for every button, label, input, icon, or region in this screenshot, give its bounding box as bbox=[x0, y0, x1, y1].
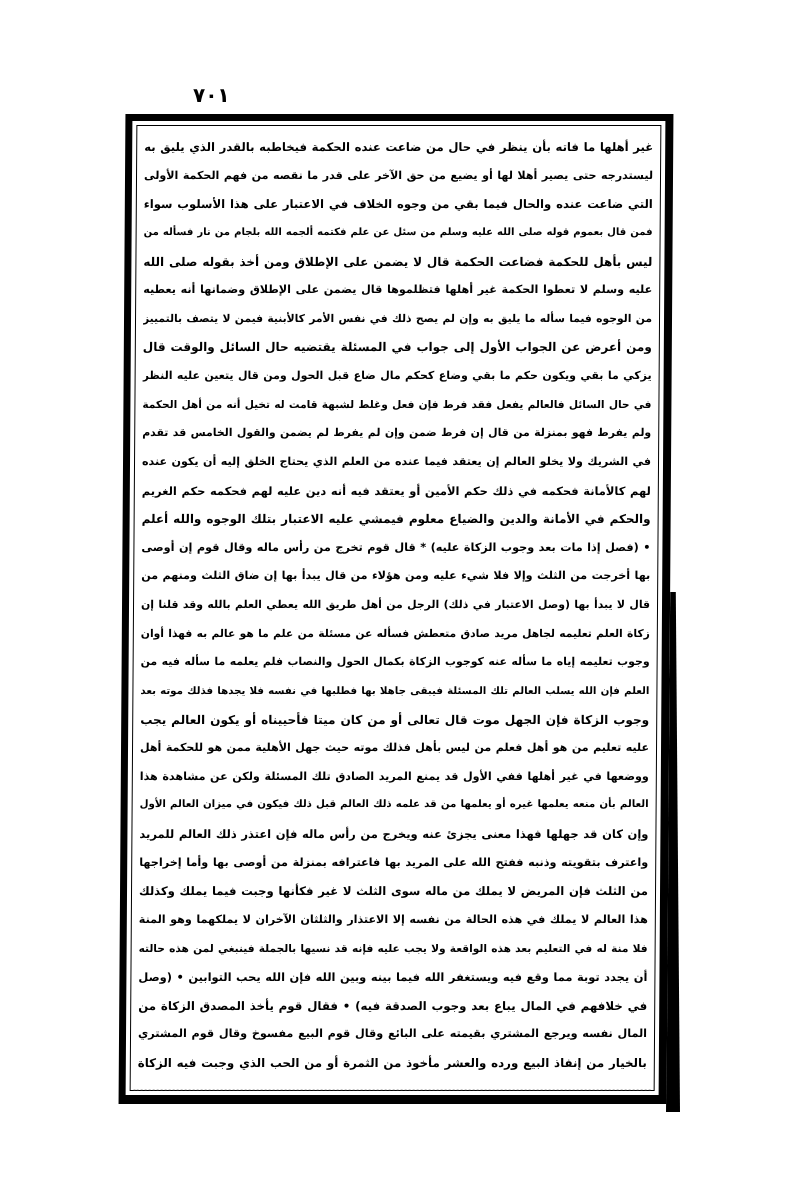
text-line: بالخيار من إنفاذ البيع ورده والعشر مأخوذ من الثمرة أو من الحب الذي وجبت فيه الزكاة bbox=[137, 1056, 647, 1070]
text-line: زكاة العلم تعليمه لجاهل مريد صادق متعطش فسأله عن مسئلة من علم ما هو عالم به فهذا أوان bbox=[140, 626, 650, 640]
text-line: عليه تعليم من هو أهل فعلم من ليس بأهل فذلك موته حيث جهل الأهلية ممن هو للحكمة أهل bbox=[139, 741, 650, 755]
text-line: العلم فإن الله يسلب العالم تلك المسئلة فيبقى جاهلا بها فطلبها في نفسه فلا يجدها فذلك موته بعد bbox=[140, 684, 650, 697]
text-line: المال نفسه ويرجع المشتري بقيمته على البائع وقال قوم البيع مفسوخ وقال قوم المشتري bbox=[137, 1027, 648, 1041]
text-line: وإن كان قد جهلها فهذا معنى يجزئ عنه ويخرج من رأس ماله فإن اعتذر ذلك العالم للمريد bbox=[139, 827, 649, 841]
text-line: لهم كالأمانة فحكمه في ذلك حكم الأمين أو يعتقد فيه أنه دين عليه لهم فحكمه حكم الغريم bbox=[141, 483, 651, 498]
text-line: بها أخرجت من الثلث وإلا فلا شيء عليه ومن هؤلاء من قال يبدأ بها إن ضاق الثلث ومنهم من bbox=[141, 569, 651, 583]
text-line: فلا منة له في التعليم بعد هذه الواقعة ولا يجب عليه فإنه قد نسيها بالجملة فينبغي لمن هذه حالته bbox=[138, 942, 648, 955]
text-body bbox=[138, 133, 654, 1077]
text-line: هذا العالم لا يملك في هذه الحالة من نفسه إلا الاعتذار والثلثان الآخران لا يملكهما وهو المنة bbox=[138, 912, 648, 926]
text-line: وجوب الزكاة فإن الجهل موت قال تعالى أو من كان ميتا فأحييناه أو يكون العالم يجب bbox=[140, 712, 650, 727]
text-line: ليس بأهل للحكمة فضاعت الحكمة قال لا يضمن على الإطلاق ومن أخذ بقوله صلى الله bbox=[143, 254, 653, 269]
text-line: ومن أعرض عن الجواب الأول إلى جواب في المسئلة يقتضيه حال السائل والوقت قال bbox=[142, 340, 652, 355]
text-line: في حال السائل فالعالم يفعل فقد فرط فإن فعل وغلط لشبهة قامت له تخيل أنه من أهل الحكمة bbox=[142, 398, 652, 411]
text-line: واعترف بتقويته وذنبه ففتح الله على المريد بها فاعترافه بمنزلة من أوصى بها وأما إخراجها bbox=[139, 855, 649, 869]
text-line: قال لا يبدأ بها (وصل الاعتبار في ذلك) الرجل من أهل طريق الله يعطي العلم بالله وقد قلنا إن bbox=[140, 598, 651, 611]
text-line: يزكي ما بقي ويكون حكم ما بقي وضاع كحكم مال ضاع قبل الحول ومن قال يتعين عليه النظر bbox=[142, 369, 652, 382]
text-line: فمن قال بعموم قوله صلى الله عليه وسلم من سئل عن علم فكتمه ألجمه الله بلجام من نار فسأله من bbox=[143, 226, 653, 238]
text-line: غير أهلها ما فاته بأن ينظر في حال من ضاعت عنده الحكمة فيخاطبه بالقدر الذي يليق به bbox=[144, 140, 654, 154]
text-line: وجوب تعليمه إياه ما سأله عنه كوجوب الزكاة بكمال الحول والنصاب فلم يعلمه ما سأله فيه من bbox=[140, 655, 650, 669]
page-number: ٧٠١ bbox=[193, 83, 230, 107]
text-line: أن يجدد توبة مما وقع فيه ويستغفر الله فيما بينه وبين الله فإن الله يحب التوابين • (وصل bbox=[138, 970, 648, 985]
text-line: من الوجوه فيما سأله ما يليق به وإن لم يصح ذلك في نفس الأمر كالأبنية فيمن لا يتصف بالتمييز bbox=[142, 311, 653, 325]
text-line: ولم يفرط فهو بمنزلة من قال إن فرط ضمن وإن لم يفرط لم يضمن والقول الخامس قد تقدم bbox=[142, 426, 652, 440]
text-frame bbox=[119, 114, 674, 1104]
text-line: عليه وسلم لا تعطوا الحكمة غير أهلها فتظلموها قال يضمن على الإطلاق وضمانها أنه يعطيه bbox=[143, 283, 653, 297]
text-line: ليستدرجه حتى يصير أهلا لها أو يضيع من حق الآخر على قدر ما نقصه من فهم الحكمة الأولى bbox=[143, 168, 654, 182]
text-line: ووضعها في غير أهلها ففي الأول قد يمنع المريد الصادق تلك المسئلة ولكن عن مشاهدة هذا bbox=[139, 769, 649, 783]
text-line: العالم بأن منعه يعلمها غيره أو يعلمها من قد علمه ذلك العالم قبل ذلك فيكون في ميزان العالم الأول bbox=[139, 799, 649, 811]
text-line: في الشريك ولا يخلو العالم إن يعتقد فيما عنده من العلم الذي يحتاج الخلق إليه أن يكون عنده bbox=[141, 454, 652, 468]
text-line: التي ضاعت عنده والحال فيما بقي من وجوه الخلاف في الاعتبار على هذا الأسلوب سواء bbox=[143, 197, 653, 212]
text-line: في خلافهم في المال يباع بعد وجوب الصدقة فيه) • فقال قوم يأخذ المصدق الزكاة من bbox=[138, 998, 648, 1013]
text-line: من الثلث فإن المريض لا يملك من ماله سوى الثلث لا غير فكأنها وجبت فيما يملك وكذلك bbox=[138, 884, 649, 899]
frame-dotted-rule bbox=[134, 1085, 651, 1091]
text-line: والحكم في الأمانة والدين والضياع معلوم فيمشي عليه الاعتبار بتلك الوجوه والله أعلم bbox=[141, 512, 651, 527]
text-line: • (فصل إذا مات بعد وجوب الزكاة عليه) * قال قوم تخرج من رأس ماله وقال قوم إن أوصى bbox=[141, 540, 651, 554]
